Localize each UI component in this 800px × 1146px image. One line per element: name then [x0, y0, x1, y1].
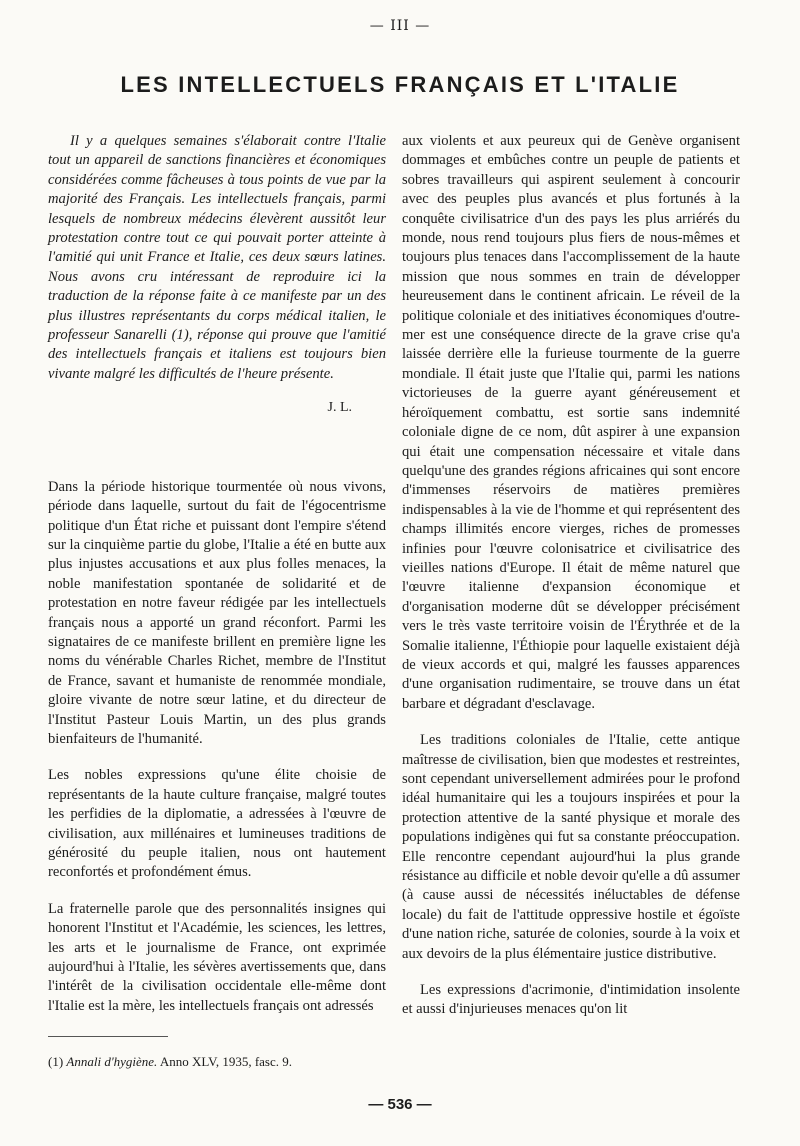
intro-paragraph: Il y a quelques semaines s'élaborait contre l'Italie tout un appareil de sanctions financières et économiques considérées comme fâcheuses à tous points de vue par la majorité des Français. Les intellectuels français, parmi lesquels de nombreux médecins élevèrent aussitôt leur protestation contre tout ce qui pouvait porter atteinte à l'amitié qui unit France et Italie, ces deux sœurs latines. Nous avons cru intéressant de reproduire ici la traduction de la réponse faite à ce manifeste par un des plus illustres représentants du corps médical italien, le professeur Sanarelli (1), réponse qui prouve que l'amitié des intellectuels français et italiens est toujours bien vivante malgré les difficultés de l'heure présente. — [48, 133, 386, 382]
footnote — [48, 1054, 388, 1070]
body-paragraph: Les expressions d'acrimonie, d'intimidation insolente et aussi d'injurieuses menaces qu'on lit — [402, 982, 740, 1018]
right-column — [402, 132, 740, 1037]
footnote-source: Annali d'hygiène. — [66, 1054, 158, 1069]
body-paragraph: La fraternelle parole que des personnalités insignes qui honorent l'Institut et l'Académie, les sciences, les lettres, les arts et le journalisme de France, ont exprimée aujourd'hui à l'Italie, les sévères avertissements que, dans l'intérêt de la civilisation occidentale elle-même dont l'Italie est la mère, les intellectuels français ont adressés — [48, 900, 386, 1014]
body-paragraph: Dans la période historique tourmentée où nous vivons, période dans laquelle, surtout du fait de l'égocentrisme politique d'un État riche et puissant dont l'empire s'étend sur la cinquième partie du globe, l'Italie a été en butte aux plus injustes accusations et aux plus folles menaces, la noble manifestation spontanée de solidarité et de protestation en notre faveur rédigée par les intellectuels français nous a apporté un grand réconfort. Parmi les signataires de ce manifeste brillent en première ligne les noms du vénérable Charles Richet, membre de l'Institut de France, savant et humaniste de renommée mondiale, gloire vivante de notre sœur latine, et du directeur de l'Institut Pasteur Louis Martin, un des plus grands bienfaiteurs de l'humanité. — [48, 478, 386, 747]
body-paragraph: aux violents et aux peureux qui de Genève organisent dommages et embûches contre un peuple de patients et sobres travailleurs qui aspirent seulement à concourir avec des peuples plus avancés et plus fortunés à la conquête civilisatrice d'un des pays les plus arriérés du monde, nous rend toujours plus fiers de nous-mêmes et toujours plus tenaces dans l'accomplissement de la haute mission que nous sommes en train de développer heureusement dans le continent africain. Le réveil de la politique coloniale et des initiatives économiques d'outre-mer est une conséquence directe de la grave crise qu'a laissée derrière elle la furieuse tourmente de la guerre mondiale. Il était juste que l'Italie qui, parmi les nations victorieuses de la guerre ayant généreusement et héroïquement combattu, est sortie sans indemnité coloniale digne de ce nom, dût aspirer à une expansion qui était une compensation nécessaire et vitale dans quelqu'une des grandes régions africaines qui sont encore d'immenses réservoirs de matières premières indispensables à la vie de l'homme et qui représentent des champs illimités encore vierges, riches de promesses infinies pour l'œuvre colonisatrice et civilisatrice des vieilles nations d'Europe. Il était de même naturel que l'œuvre italienne d'expansion économique et d'organisation moderne dût se développer précisément vers le très vaste territoire voisin de l'Érythrée et de la Somalie italienne, l'Éthiopie pour laquelle existaient déjà de vieux accords et qui, malgré les fausses apparences d'une organisation rudimentaire, se trouve dans un état barbare et dégradant d'esclavage. — [402, 133, 740, 712]
footnote-divider — [48, 1036, 168, 1037]
footnote-detail: Anno XLV, 1935, fasc. 9. — [159, 1054, 293, 1069]
footnote-marker: (1) — [48, 1054, 64, 1069]
body-paragraph: Les nobles expressions qu'une élite choisie de représentants de la haute culture française, malgré toutes les perfidies de la diplomatie, a adressées à l'œuvre de civilisation, aux millénaires et lumineuses traditions de générosité du peuple italien, nous ont hautement reconfortés et profondément émus. — [48, 767, 386, 881]
top-page-marker: — III — — [369, 18, 431, 34]
left-column — [48, 132, 386, 1033]
body-paragraph: Les traditions coloniales de l'Italie, cette antique maîtresse de civilisation, bien que modestes et restreintes, sont cependant universellement admirées pour le profond idéal humanitaire qui les a toujours inspirées et pour la protection attentive de la santé physique et morale des populations indigènes qui fut sa constante préoccupation. Elle rencontre cependant aujourd'hui la plus grande résistance au difficile et noble devoir qu'elle a dû assumer (à cause aussi de nécessités inéluctables de défense locale) du fait de l'attitude oppressive hostile et égoïste d'une nation riche, saturée de colonies, sourde à la voix et aux devoirs de la plus élémentaire justice distributive. — [402, 732, 740, 962]
page-number: — 536 — — [368, 1096, 432, 1113]
intro-signature: J. L. — [327, 400, 352, 416]
article-title: LES INTELLECTUELS FRANÇAIS ET L'ITALIE — [120, 72, 680, 97]
